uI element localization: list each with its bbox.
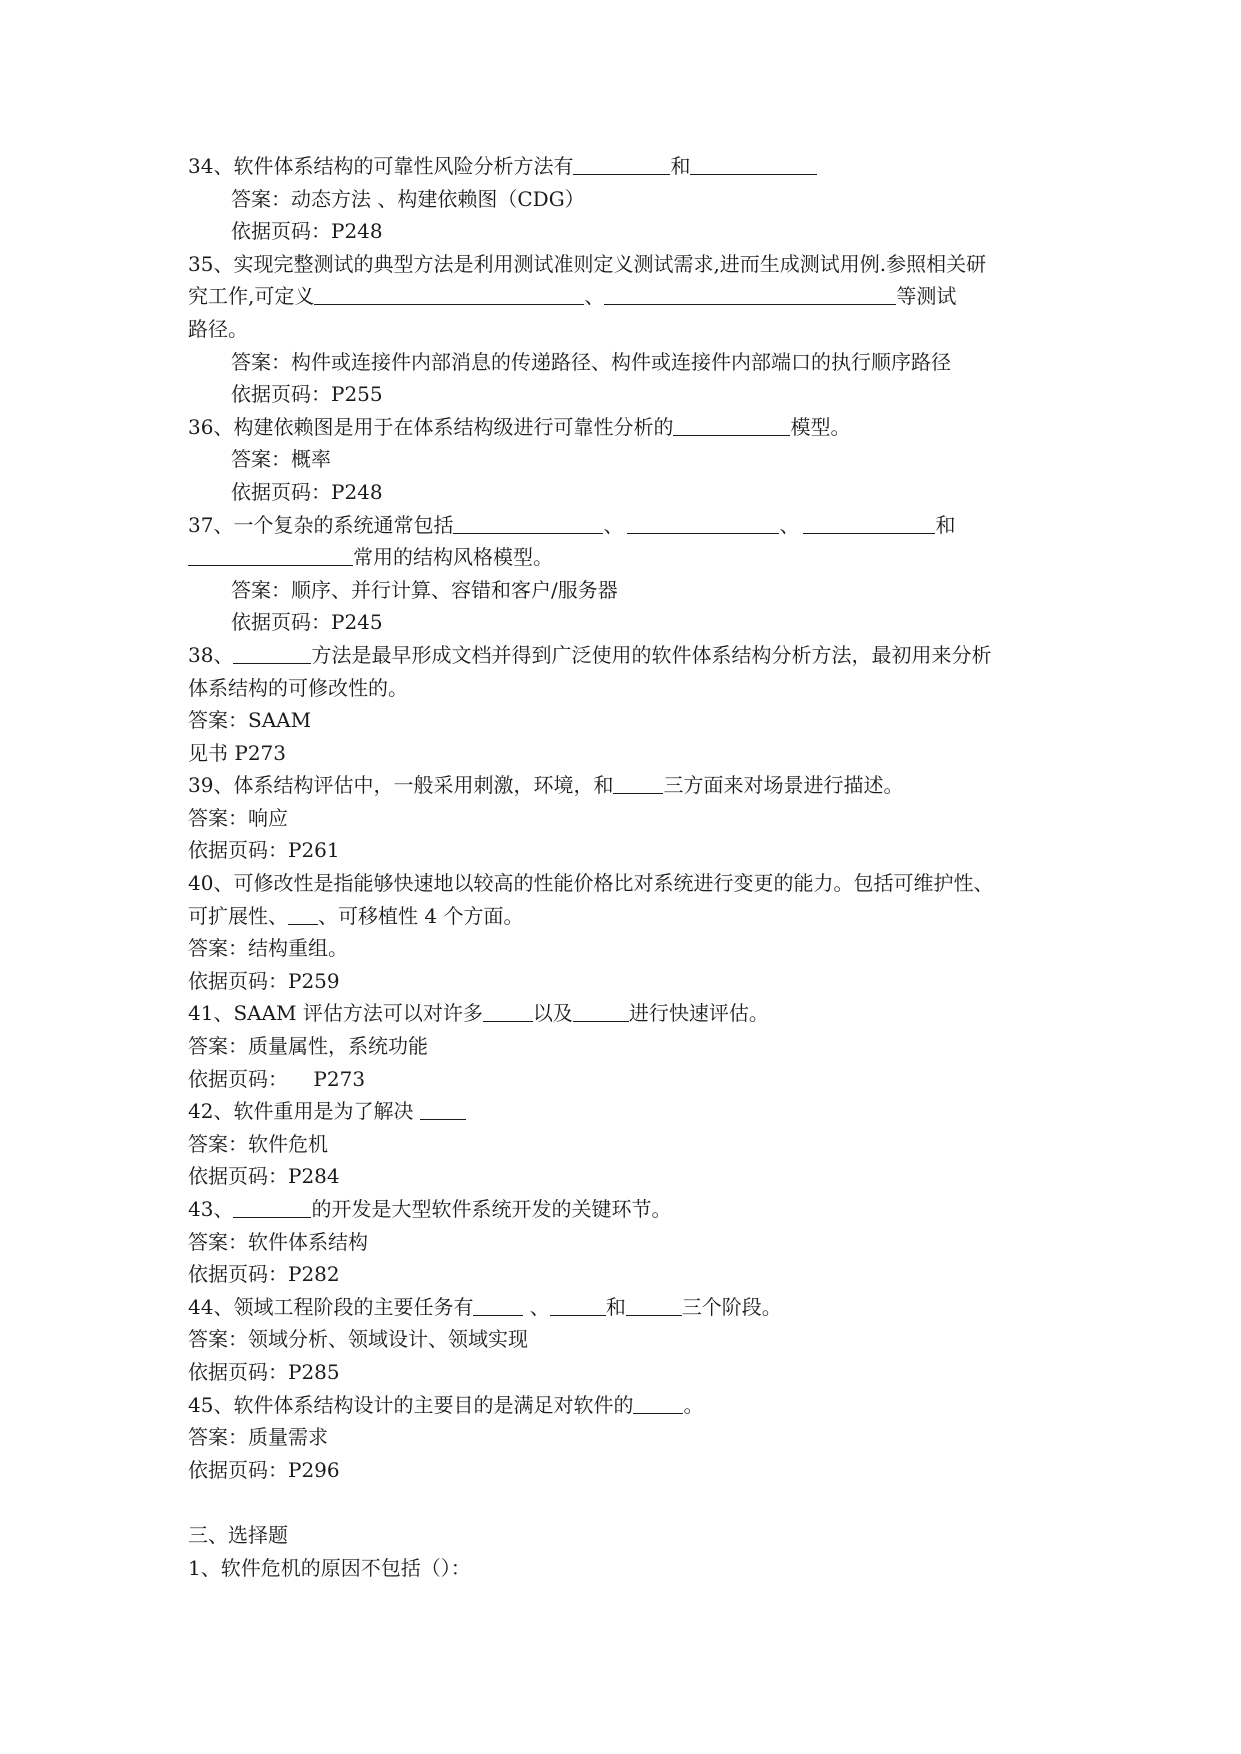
section-spacer: [188, 1486, 1068, 1519]
page-reference: 依据页码：P248: [231, 479, 383, 504]
answer-line: 答案：软件体系结构: [188, 1229, 368, 1254]
page-reference: 见书 P273: [188, 740, 286, 765]
answer-blank: [626, 1295, 682, 1316]
question-text: 等测试: [896, 284, 957, 309]
answer-blank: [188, 545, 353, 566]
question-text: 、: [779, 512, 800, 537]
question-text: 、可移植性 4 个方面。: [318, 903, 524, 928]
question-35-line2: [188, 280, 1068, 313]
question-45: [188, 1389, 1068, 1422]
question-text: 39、体系结构评估中，一般采用刺激，环境，和: [188, 773, 614, 798]
question-text: 模型。: [790, 414, 851, 439]
question-text: 41、SAAM 评估方法可以对许多: [188, 1001, 483, 1026]
question-36: [188, 411, 1068, 444]
question-44: [188, 1291, 1068, 1324]
question-text: 38、: [188, 642, 234, 667]
answer-line: 答案：顺序、并行计算、容错和客户/服务器: [231, 577, 618, 602]
question-34: [188, 150, 1068, 183]
question-39: [188, 769, 1068, 802]
question-text: 、: [584, 284, 605, 309]
question-text: 可扩展性、: [188, 903, 288, 928]
answer-blank: [453, 513, 603, 534]
document-page: [188, 150, 1068, 1584]
question-42: [188, 1095, 1068, 1128]
answer-blank: [673, 415, 790, 436]
question-35-line3: 路径。: [188, 316, 248, 341]
answer-blank: [233, 643, 311, 664]
question-text: 、: [603, 512, 624, 537]
answer-blank: [314, 284, 584, 305]
answer-line: 答案：响应: [188, 805, 288, 830]
question-text: 37、一个复杂的系统通常包括: [188, 512, 454, 537]
question-35: 35、实现完整测试的典型方法是利用测试准则定义测试需求,进而生成测试用例.参照相关研: [188, 251, 987, 276]
answer-blank: [483, 1001, 533, 1022]
question-text: 进行快速评估。: [628, 1001, 769, 1026]
answer-line: 答案：质量属性，系统功能: [188, 1034, 428, 1059]
page-reference: 依据页码：P255: [231, 382, 383, 407]
answer-blank: [613, 773, 663, 794]
page-reference: 依据页码：P296: [188, 1457, 340, 1482]
answer-blank: [633, 1393, 683, 1414]
question-text: 43、: [188, 1197, 234, 1221]
question-text: 三个阶段。: [681, 1294, 782, 1319]
answer-blank: [473, 1295, 523, 1316]
question-text: 44、领域工程阶段的主要任务有: [188, 1294, 474, 1319]
section-heading: 三、选择题: [188, 1522, 288, 1547]
answer-line: 答案：概率: [231, 447, 331, 472]
question-text: 的开发是大型软件系统开发的关键环节。: [311, 1197, 672, 1221]
question-text: 方法是最早形成文档并得到广泛使用的软件体系结构分析方法，最初用来分析: [311, 642, 992, 667]
question-40-line2: [188, 900, 1068, 933]
question-40: 40、可修改性是指能够快速地以较高的性能价格比对系统进行变更的能力。包括可维护性、: [188, 871, 994, 896]
question-41: [188, 997, 1068, 1030]
page-reference: 依据页码：P282: [188, 1262, 340, 1287]
question-43: [188, 1193, 1068, 1226]
answer-blank: [604, 284, 896, 305]
question-text: 三方面来对场景进行描述。: [663, 773, 904, 798]
answer-line: 答案：软件危机: [188, 1131, 328, 1156]
question-text: 45、软件体系结构设计的主要目的是满足对软件的: [188, 1392, 634, 1417]
page-reference: 依据页码：P259: [188, 968, 340, 993]
question-text: 。: [683, 1392, 704, 1417]
question-text: 常用的结构风格模型。: [353, 545, 553, 570]
answer-blank: [420, 1099, 466, 1120]
answer-blank: [288, 904, 318, 925]
answer-line: 答案：结构重组。: [188, 936, 348, 961]
question-text: 34、软件体系结构的可靠性风险分析方法有: [188, 154, 574, 178]
answer-line: 答案：SAAM: [188, 708, 312, 733]
question-38: [188, 639, 1068, 672]
page-reference: 依据页码：P248: [231, 219, 383, 244]
question-37-line2: [188, 541, 1068, 574]
question-37: [188, 509, 1068, 542]
answer-blank: [627, 513, 779, 534]
page-reference: 依据页码：P285: [188, 1359, 340, 1384]
page-reference: 依据页码：P261: [188, 838, 340, 863]
answer-line: 答案：动态方法 、构建依赖图（CDG）: [231, 186, 585, 211]
answer-line: 答案：构件或连接件内部消息的传递路径、构件或连接件内部端口的执行顺序路径: [231, 349, 951, 374]
page-reference: 依据页码：P284: [188, 1164, 340, 1189]
question-38-line2: 体系结构的可修改性的。: [188, 675, 408, 700]
question-text: 36、构建依赖图是用于在体系结构级进行可靠性分析的: [188, 414, 674, 439]
page-reference: 依据页码：P245: [231, 610, 383, 635]
answer-line: 答案：质量需求: [188, 1425, 328, 1450]
question-text: 以及: [532, 1001, 573, 1026]
page-reference: 依据页码： P273: [188, 1066, 366, 1091]
question-1: 1、软件危机的原因不包括（）：: [188, 1555, 471, 1580]
answer-blank: [550, 1295, 606, 1316]
question-text: 和: [670, 154, 691, 178]
question-text: 、: [523, 1294, 550, 1319]
question-text: 和: [605, 1294, 626, 1319]
answer-blank: [233, 1197, 311, 1218]
answer-line: 答案：领域分析、领域设计、领域实现: [188, 1327, 528, 1352]
question-text: 究工作,可定义: [188, 284, 315, 309]
answer-blank: [573, 154, 670, 175]
answer-blank: [803, 513, 935, 534]
answer-blank: [690, 154, 817, 175]
question-text: 42、软件重用是为了解决: [188, 1099, 420, 1124]
answer-blank: [573, 1001, 629, 1022]
question-text: 和: [935, 512, 956, 537]
